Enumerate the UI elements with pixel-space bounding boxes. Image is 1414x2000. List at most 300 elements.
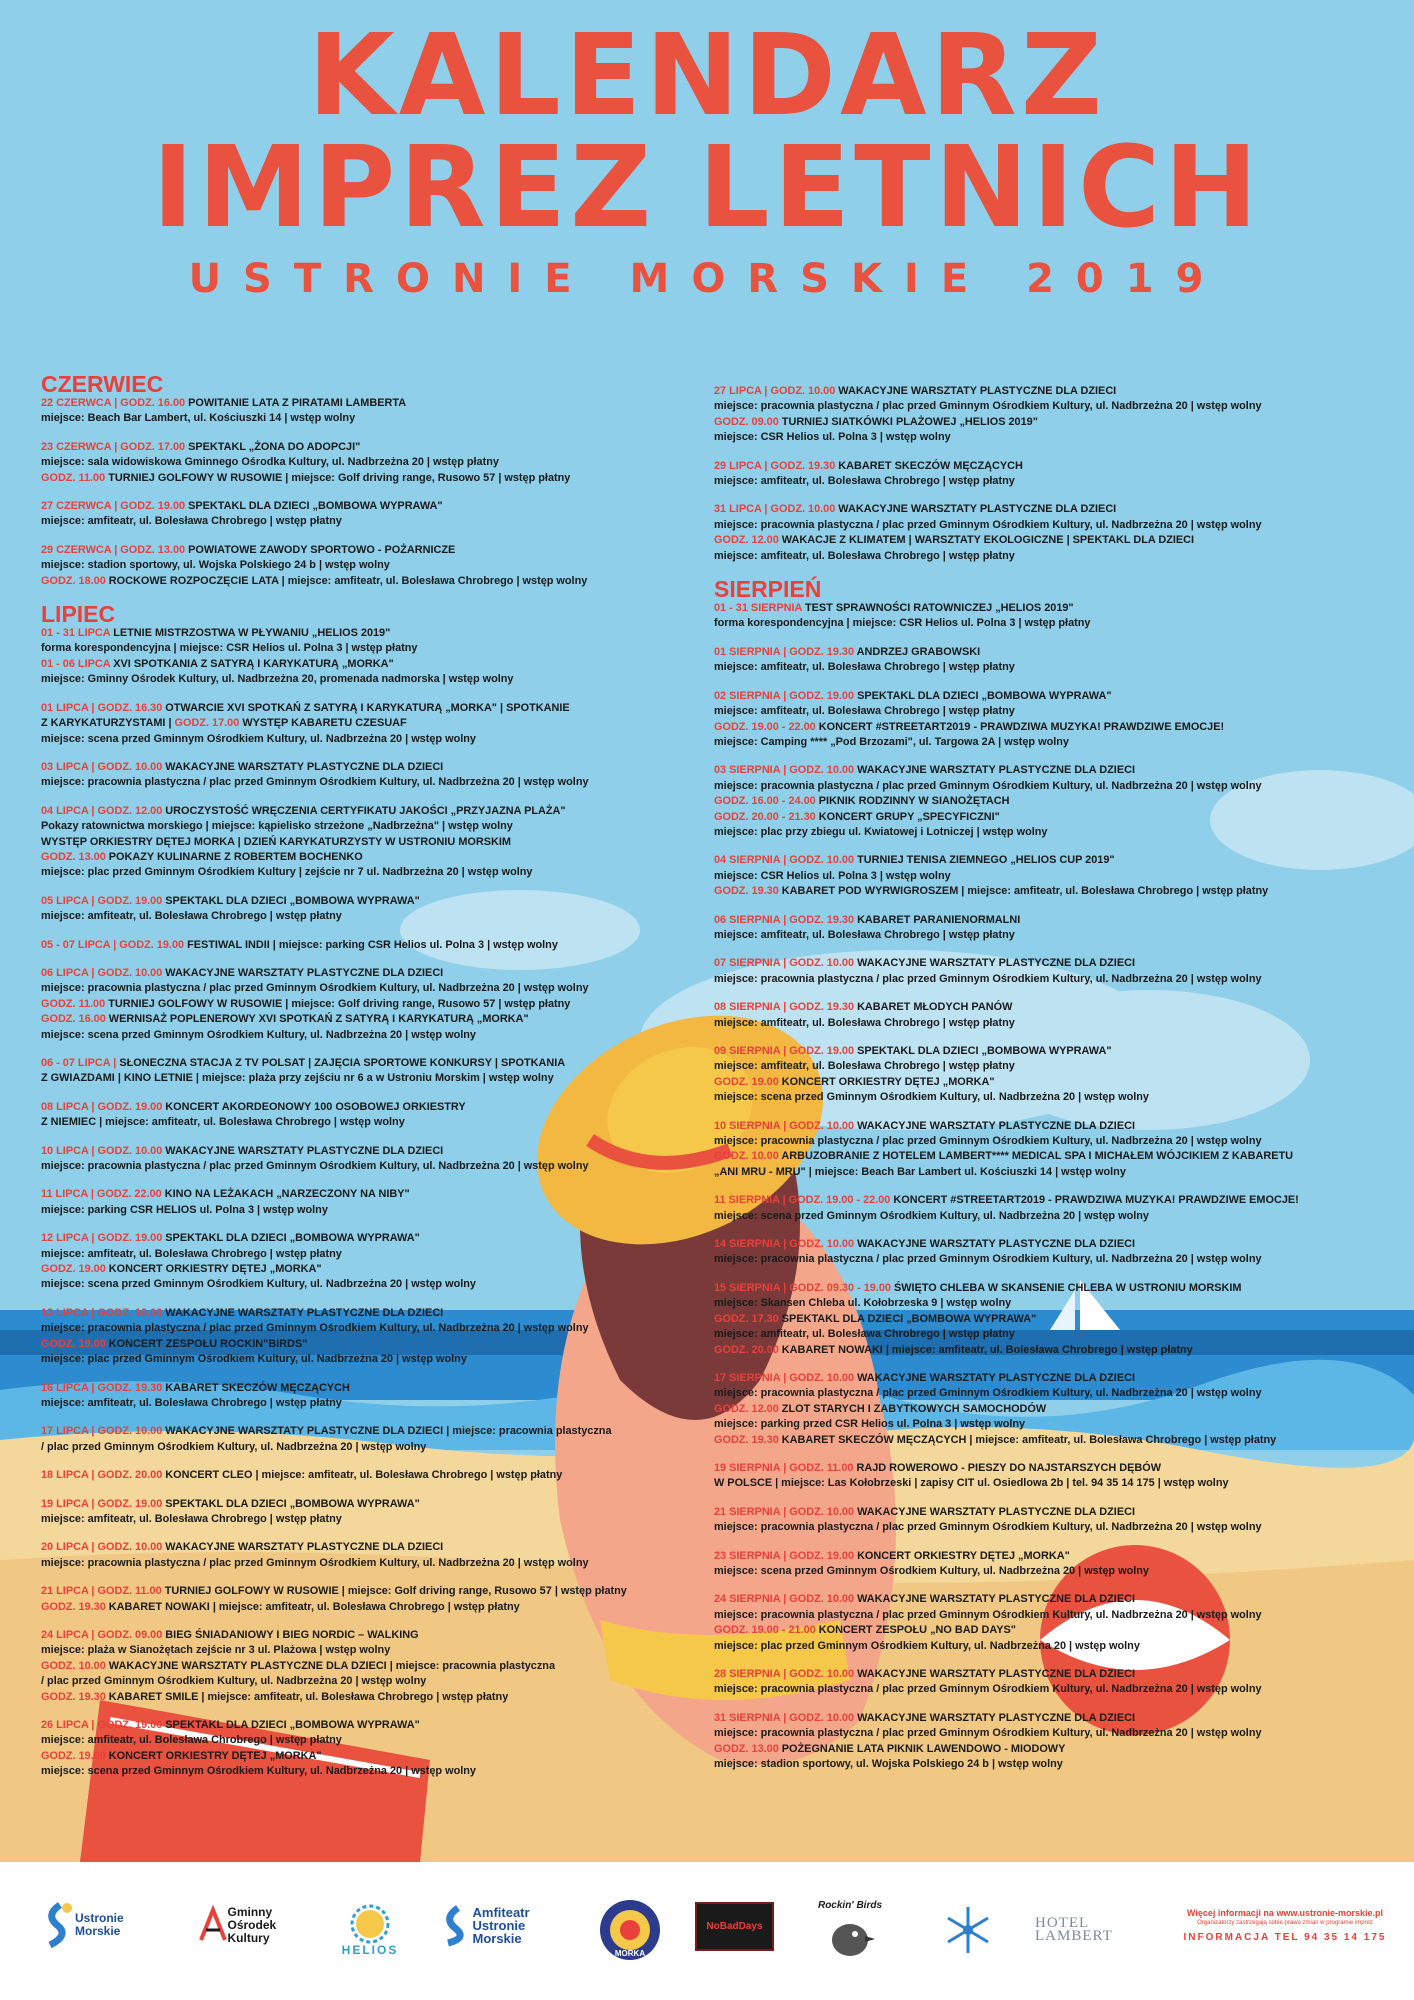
event-text: miejsce: parking CSR HELIOS ul. Polna 3 | wstęp wolny	[41, 1203, 328, 1216]
event-item	[714, 1505, 1384, 1536]
event-line	[41, 775, 701, 790]
event-item	[714, 645, 1384, 676]
event-text: KINO NA LEŻAKACH „NARZECZONY NA NIBY"	[164, 1188, 410, 1201]
event-line	[41, 574, 701, 589]
event-text: RAJD ROWEROWO - PIESZY DO NAJSTARSZYCH DĘBÓW	[856, 1461, 1162, 1474]
event-item	[41, 1306, 701, 1368]
event-item	[41, 543, 701, 589]
event-line	[41, 1440, 701, 1455]
event-line	[41, 997, 701, 1012]
event-line	[41, 1012, 701, 1027]
event-item	[714, 1592, 1384, 1654]
event-line	[41, 760, 701, 775]
event-date: GODZ. 19.00 - 22.00	[714, 720, 819, 733]
morka-orchestra-logo[interactable]: MORKA	[590, 1890, 670, 1970]
event-text: ROCKOWE ROZPOCZĘCIE LATA | miejsce: amfiteatr, ul. Bolesława Chrobrego | wstęp wolny	[108, 574, 588, 587]
event-line	[41, 1100, 701, 1115]
event-line	[714, 1327, 1384, 1342]
event-date: GODZ. 12.00	[714, 1402, 782, 1415]
bird-icon	[825, 1912, 875, 1962]
info-website[interactable]: Więcej informacji na www.ustronie-morskie.pl	[1186, 1908, 1384, 1918]
event-text: miejsce: stadion sportowy, ul. Wojska Polskiego 24 b | wstęp wolny	[41, 559, 390, 572]
month-czerwiec: CZERWIEC	[41, 371, 164, 397]
event-text: miejsce: scena przed Gminnym Ośrodkiem Kultury, ul. Nadbrzeżna 20 | wstęp wolny	[714, 1091, 1149, 1104]
event-text: miejsce: stadion sportowy, ul. Wojska Polskiego 24 b | wstęp wolny	[714, 1758, 1063, 1771]
event-item	[714, 853, 1384, 899]
event-text: SPEKTAKL DLA DZIECI „BOMBOWA WYPRAWA"	[165, 1719, 420, 1731]
event-line	[41, 455, 701, 470]
event-date: 20 LIPCA | GODZ. 10.00	[41, 1541, 166, 1554]
event-line	[714, 1520, 1384, 1535]
event-text: miejsce: plac przed Gminnym Ośrodkiem Kultury, ul. Nadbrzeżna 20 | wstęp wolny	[714, 1639, 1140, 1652]
event-text: WAKACYJNE WARSZTATY PLASTYCZNE DLA DZIECI	[838, 503, 1117, 516]
event-text: WAKACYJNE WARSZTATY PLASTYCZNE DLA DZIECI	[857, 1119, 1135, 1132]
event-item	[714, 1000, 1384, 1031]
event-text: PIKNIK RODZINNY W SIANOŻĘTACH	[818, 795, 1010, 808]
event-line	[714, 869, 1384, 884]
event-text: ZLOT STARYCH I ZABYTKOWYCH SAMOCHODÓW	[781, 1402, 1047, 1415]
event-date: 09 SIERPNIA | GODZ. 19.00	[714, 1045, 858, 1057]
event-line	[41, 1028, 701, 1043]
event-line	[714, 1281, 1384, 1296]
event-text: miejsce: plac przy zbiegu ul. Kwiatowej i Lotniczej | wstęp wolny	[714, 825, 1048, 838]
event-line	[41, 396, 701, 411]
event-text: miejsce: amfiteatr, ul. Bolesława Chrobrego | wstęp płatny	[714, 928, 1015, 941]
event-line	[41, 701, 701, 716]
event-text: WAKACYJNE WARSZTATY PLASTYCZNE DLA DZIECI	[857, 1371, 1135, 1384]
event-line	[41, 558, 701, 573]
event-line	[41, 1306, 701, 1321]
event-text: WAKACYJNE WARSZTATY PLASTYCZNE DLA DZIECI	[857, 1505, 1135, 1518]
event-date: 27 CZERWCA | GODZ. 19.00	[41, 500, 189, 513]
event-text: miejsce: amfiteatr, ul. Bolesława Chrobrego | wstęp płatny	[41, 910, 342, 923]
subtitle: USTRONIE MORSKIE 2019	[188, 256, 1226, 302]
event-text: miejsce: CSR Helios ul. Polna 3 | wstęp wolny	[714, 431, 951, 444]
amfiteatr-logo-icon	[443, 1903, 473, 1947]
nobaddays-logo[interactable]: NoBadDays	[695, 1902, 774, 1951]
event-date: GODZ. 12.00	[714, 534, 782, 547]
right-column	[714, 384, 1384, 1785]
event-date: 12 LIPCA | GODZ. 19.00	[41, 1232, 166, 1245]
event-line	[714, 1252, 1384, 1267]
event-item	[714, 1461, 1384, 1492]
event-line	[41, 499, 701, 514]
event-line	[41, 641, 701, 656]
hotel-lambert-logo[interactable]: HOTEL LAMBERT	[1035, 1915, 1113, 1944]
event-line	[714, 1505, 1384, 1520]
event-text: KABARET SMILE | miejsce: amfiteatr, ul. Bolesława Chrobrego | wstęp płatny	[108, 1690, 509, 1703]
event-date: 13 LIPCA | GODZ. 10.00	[41, 1306, 166, 1319]
info-phone: INFORMACJA TEL 94 35 14 175	[1183, 1932, 1387, 1943]
event-line	[714, 1476, 1384, 1491]
event-text: WAKACYJNE WARSZTATY PLASTYCZNE DLA DZIECI	[857, 1668, 1135, 1680]
event-text: miejsce: amfiteatr, ul. Bolesława Chrobrego | wstęp płatny	[714, 549, 1015, 562]
event-line	[714, 1711, 1384, 1726]
event-date: GODZ. 13.00	[41, 850, 109, 863]
event-date: GODZ. 19.30	[714, 885, 782, 898]
event-text: miejsce: scena przed Gminnym Ośrodkiem Kultury, ul. Nadbrzeżna 20 | wstęp wolny	[714, 1209, 1149, 1222]
event-text: miejsce: pracownia plastyczna / plac przed Gminnym Ośrodkiem Kultury, ul. Nadbrzeżna 20 | wstęp wolny	[714, 1521, 1262, 1534]
event-text: KONCERT #STREETART2019 - PRAWDZIWA MUZYKA! PRAWDZIWE EMOCJE!	[818, 720, 1225, 733]
event-line	[714, 415, 1384, 430]
event-text: WAKACYJNE WARSZTATY PLASTYCZNE DLA DZIECI	[857, 1711, 1135, 1724]
event-text: POWIATOWE ZAWODY SPORTOWO - POŻARNICZE	[188, 543, 456, 556]
event-line	[41, 411, 701, 426]
event-line	[41, 1277, 701, 1292]
event-line	[714, 399, 1384, 414]
event-text: KABARET POD WYRWIGROSZEM | miejsce: amfiteatr, ul. Bolesława Chrobrego | wstęp płatny	[781, 885, 1269, 898]
event-text: miejsce: plac przed Gminnym Ośrodkiem Kultury | zejście nr 7 ul. Nadbrzeżna 20 | wstęp wolny	[41, 866, 533, 879]
event-line	[41, 1247, 701, 1262]
event-text: KABARET SKECZÓW MĘCZĄCYCH	[838, 459, 1023, 472]
event-line	[714, 1059, 1384, 1074]
event-item	[41, 626, 701, 688]
event-line	[41, 894, 701, 909]
event-text: TURNIEJ SIATKÓWKI PLAŻOWEJ „HELIOS 2019"	[781, 415, 1038, 428]
event-text: SPEKTAKL DLA DZIECI „BOMBOWA WYPRAWA"	[165, 894, 420, 907]
event-text: SPEKTAKL DLA DZIECI „BOMBOWA WYPRAWA"	[857, 689, 1112, 702]
event-date: GODZ. 20.00 - 21.30	[714, 810, 819, 823]
event-date: 17 SIERPNIA | GODZ. 10.00	[714, 1371, 858, 1384]
event-item	[41, 760, 701, 791]
amfiteatr-logo[interactable]: Amfiteatr Ustronie Morskie	[435, 1890, 575, 1960]
event-item	[714, 763, 1384, 840]
event-line	[41, 1584, 701, 1599]
event-text: miejsce: pracownia plastyczna / plac przed Gminnym Ośrodkiem Kultury, ul. Nadbrzeżna 20 | wstęp wolny	[714, 1135, 1262, 1148]
event-text: WAKACYJNE WARSZTATY PLASTYCZNE DLA DZIECI	[165, 1144, 444, 1157]
event-line	[41, 1203, 701, 1218]
event-line	[714, 1742, 1384, 1757]
event-line	[41, 1764, 701, 1779]
event-text: POWITANIE LATA Z PIRATAMI LAMBERTA	[188, 397, 407, 409]
helios-logo[interactable]: HELIOS	[320, 1890, 420, 1970]
event-item	[41, 1187, 701, 1218]
event-item	[714, 913, 1384, 944]
event-item	[714, 1281, 1384, 1358]
event-line	[41, 1424, 701, 1439]
events-czerwiec	[41, 396, 701, 589]
event-text: miejsce: parking przed CSR Helios ul. Polna 3 | wstęp wolny	[714, 1418, 1026, 1431]
event-line	[41, 865, 701, 880]
event-date: 24 SIERPNIA | GODZ. 10.00	[714, 1593, 858, 1606]
event-text: miejsce: pracownia plastyczna / plac przed Gminnym Ośrodkiem Kultury, ul. Nadbrzeżna 20 | wstęp wolny	[714, 400, 1262, 413]
event-line	[714, 518, 1384, 533]
event-date: 11 LIPCA | GODZ. 22.00	[41, 1188, 165, 1201]
event-line	[714, 616, 1384, 631]
event-text: WAKACYJNE WARSZTATY PLASTYCZNE DLA DZIECI	[165, 1541, 444, 1554]
event-item	[41, 499, 701, 530]
event-date: 04 LIPCA | GODZ. 12.00	[41, 804, 166, 817]
event-date: 17 LIPCA | GODZ. 10.00	[41, 1425, 166, 1438]
event-date: 07 SIERPNIA | GODZ. 10.00	[714, 957, 858, 970]
event-item	[41, 1100, 701, 1131]
helios-logo-icon	[350, 1904, 390, 1944]
event-line	[714, 763, 1384, 778]
event-line	[41, 1337, 701, 1352]
event-text: KONCERT #STREETART2019 - PRAWDZIWA MUZYKA! PRAWDZIWE EMOCJE!	[893, 1194, 1299, 1207]
event-line	[41, 1690, 701, 1705]
gok-logo[interactable]: Gminny Ośrodek Kultury	[185, 1890, 320, 1960]
events-sierpien	[714, 601, 1384, 1772]
event-line	[41, 1321, 701, 1336]
event-line	[41, 440, 701, 455]
events-lipiec	[41, 626, 701, 1780]
event-text: WERNISAŻ POPLENEROWY XVI SPOTKAŃ Z SATYRĄ I KARYKATURĄ „MORKA"	[108, 1013, 529, 1026]
event-line	[714, 956, 1384, 971]
event-line	[41, 626, 701, 641]
event-text: Z NIEMIEC | miejsce: amfiteatr, ul. Bolesława Chrobrego | wstęp wolny	[41, 1116, 405, 1129]
event-date: GODZ. 19.00	[41, 1263, 109, 1276]
event-line	[714, 1165, 1384, 1180]
event-line	[714, 1564, 1384, 1579]
event-item	[41, 1056, 701, 1087]
event-text: KONCERT ZESPOŁU „NO BAD DAYS"	[818, 1624, 1016, 1637]
event-date: 31 LIPCA | GODZ. 10.00	[714, 503, 839, 516]
event-date: 11 SIERPNIA | GODZ. 19.00 - 22.00	[714, 1194, 894, 1207]
event-text: miejsce: amfiteatr, ul. Bolesława Chrobrego | wstęp płatny	[714, 1328, 1015, 1341]
event-text: XVI SPOTKANIA Z SATYRĄ I KARYKATURĄ „MORKA"	[113, 657, 394, 670]
event-item	[714, 1371, 1384, 1448]
event-line	[714, 1386, 1384, 1401]
event-text: miejsce: sala widowiskowa Gminnego Ośrodka Kultury, ul. Nadbrzeżna 20 | wstęp płatny	[41, 456, 499, 469]
event-text: miejsce: Skansen Chleba ul. Kołobrzeska 9 | wstęp wolny	[714, 1297, 1012, 1310]
event-text: miejsce: pracownia plastyczna / plac przed Gminnym Ośrodkiem Kultury, ul. Nadbrzeżna 20 | wstęp wolny	[41, 1322, 589, 1335]
event-item	[714, 1667, 1384, 1698]
event-text: miejsce: pracownia plastyczna / plac przed Gminnym Ośrodkiem Kultury, ul. Nadbrzeżna 20 | wstęp wolny	[41, 776, 589, 789]
event-date: 23 CZERWCA | GODZ. 17.00	[41, 440, 189, 453]
event-date: 27 LIPCA | GODZ. 10.00	[714, 385, 839, 397]
event-item	[714, 1711, 1384, 1773]
event-text: KABARET NOWAKI | miejsce: amfiteatr, ul. Bolesława Chrobrego | wstęp płatny	[781, 1343, 1193, 1356]
event-text: TURNIEJ GOLFOWY W RUSOWIE | miejsce: Golf driving range, Rusowo 57 | wstęp płatny	[108, 997, 571, 1010]
event-text: SPEKTAKL DLA DZIECI „BOMBOWA WYPRAWA"	[781, 1312, 1037, 1325]
event-line	[41, 850, 701, 865]
event-date: 19 SIERPNIA | GODZ. 11.00	[714, 1461, 857, 1474]
event-line	[41, 471, 701, 486]
event-item	[714, 1237, 1384, 1268]
event-line	[714, 1296, 1384, 1311]
event-line	[41, 938, 701, 953]
event-text: miejsce: pracownia plastyczna / plac przed Gminnym Ośrodkiem Kultury, ul. Nadbrzeżna 20 | wstęp wolny	[714, 779, 1262, 792]
event-text: POKAZY KULINARNE Z ROBERTEM BOCHENKO	[108, 850, 363, 863]
event-line	[714, 884, 1384, 899]
event-line	[41, 1674, 701, 1689]
event-date: 03 SIERPNIA | GODZ. 10.00	[714, 764, 858, 777]
event-text: miejsce: scena przed Gminnym Ośrodkiem Kultury, ul. Nadbrzeżna 20 | wstęp wolny	[41, 1028, 476, 1041]
event-line	[714, 1726, 1384, 1741]
snowflake-icon	[943, 1905, 993, 1955]
event-date: 08 LIPCA | GODZ. 19.00	[41, 1100, 166, 1113]
event-line	[714, 1417, 1384, 1432]
event-line	[41, 1497, 701, 1512]
event-text: ŚWIĘTO CHLEBA W SKANSENIE CHLEBA W USTRONIU MORSKIM	[894, 1281, 1242, 1294]
event-text: miejsce: scena przed Gminnym Ośrodkiem Kultury, ul. Nadbrzeżna 20 | wstęp wolny	[41, 1765, 476, 1778]
event-text: miejsce: pracownia plastyczna / plac przed Gminnym Ośrodkiem Kultury, ul. Nadbrzeżna 20 | wstęp wolny	[41, 982, 589, 995]
event-line	[41, 716, 701, 731]
event-date: GODZ. 19.00	[714, 1075, 782, 1088]
snowflake-logo[interactable]	[930, 1890, 1005, 1970]
event-line	[714, 794, 1384, 809]
event-line	[714, 1433, 1384, 1448]
event-text: TURNIEJ TENISA ZIEMNEGO „HELIOS CUP 2019"	[857, 854, 1115, 867]
event-item	[41, 1718, 701, 1780]
event-date: 10 LIPCA | GODZ. 10.00	[41, 1144, 166, 1157]
event-text: WAKACYJNE WARSZTATY PLASTYCZNE DLA DZIECI	[857, 957, 1135, 970]
event-date: GODZ. 16.00 - 24.00	[714, 795, 819, 808]
event-text: KONCERT ZESPOŁU ROCKIN"BIRDS"	[108, 1337, 308, 1350]
event-item	[41, 1497, 701, 1528]
event-line	[41, 1749, 701, 1764]
event-date: GODZ. 20.00	[714, 1343, 782, 1356]
event-date: 08 SIERPNIA | GODZ. 19.30	[714, 1001, 858, 1014]
event-date: 06 SIERPNIA | GODZ. 19.30	[714, 913, 858, 926]
event-line	[714, 1623, 1384, 1638]
event-item	[41, 966, 701, 1043]
event-date: GODZ. 16.00	[41, 1013, 109, 1026]
event-text: BIEG ŚNIADANIOWY I BIEG NORDIC – WALKING	[165, 1628, 419, 1641]
event-item	[41, 1584, 701, 1615]
rockin-birds-logo[interactable]: Rockin' Birds	[805, 1890, 895, 1970]
event-line	[41, 1540, 701, 1555]
event-date: 06 - 07 LIPCA |	[41, 1057, 120, 1069]
event-date: 01 SIERPNIA | GODZ. 19.30	[714, 645, 857, 658]
event-text: TURNIEJ GOLFOWY W RUSOWIE | miejsce: Golf driving range, Rusowo 57 | wstęp płatny	[164, 1585, 627, 1598]
ustronie-morskie-logo[interactable]: Ustronie Morskie	[40, 1890, 150, 1960]
event-date: 01 - 06 LIPCA	[41, 657, 114, 670]
event-date: 03 LIPCA | GODZ. 10.00	[41, 760, 166, 773]
event-line	[714, 972, 1384, 987]
event-line	[714, 502, 1384, 517]
event-text: miejsce: amfiteatr, ul. Bolesława Chrobrego | wstęp płatny	[714, 661, 1015, 674]
event-date: 28 SIERPNIA | GODZ. 10.00	[714, 1668, 858, 1680]
event-item	[41, 1540, 701, 1571]
event-date: GODZ. 19.00	[41, 1337, 109, 1350]
event-date: 31 SIERPNIA | GODZ. 10.00	[714, 1711, 858, 1724]
event-line	[714, 1209, 1384, 1224]
event-item	[41, 701, 701, 747]
event-line	[714, 1075, 1384, 1090]
title-line-2: IMPREZ LETNICH	[152, 123, 1262, 253]
event-text: KONCERT ORKIESTRY DĘTEJ „MORKA"	[108, 1263, 322, 1276]
event-item	[714, 689, 1384, 751]
event-line	[714, 928, 1384, 943]
event-text: miejsce: CSR Helios ul. Polna 3 | wstęp wolny	[714, 869, 951, 882]
event-text: Pokazy ratownictwa morskiego | miejsce: kąpielisko strzeżone „Nadbrzeżna" | wstęp wolny	[41, 820, 513, 833]
event-date: 10 SIERPNIA | GODZ. 10.00	[714, 1119, 858, 1132]
event-text: SPEKTAKL DLA DZIECI „BOMBOWA WYPRAWA"	[165, 1497, 420, 1510]
event-line	[714, 735, 1384, 750]
event-text: miejsce: amfiteatr, ul. Bolesława Chrobrego | wstęp płatny	[41, 1734, 342, 1747]
event-item	[41, 1628, 701, 1705]
event-text: KONCERT ORKIESTRY DĘTEJ „MORKA"	[781, 1075, 995, 1088]
info-disclaimer: Organizatorzy zastrzegają sobie prawo zmian w programie imprez	[1197, 1920, 1373, 1926]
event-text: miejsce: Beach Bar Lambert, ul. Kościuszki 14 | wstęp wolny	[41, 412, 356, 425]
event-date: 21 LIPCA | GODZ. 11.00	[41, 1585, 165, 1598]
event-item	[41, 894, 701, 925]
event-text: miejsce: pracownia plastyczna / plac przed Gminnym Ośrodkiem Kultury, ul. Nadbrzeżna 20 | wstęp wolny	[714, 1608, 1262, 1621]
event-line	[41, 1718, 701, 1733]
event-line	[714, 1090, 1384, 1105]
event-line	[714, 1343, 1384, 1358]
event-text: WAKACYJNE WARSZTATY PLASTYCZNE DLA DZIECI	[165, 1306, 444, 1319]
event-text: miejsce: pracownia plastyczna / plac przed Gminnym Ośrodkiem Kultury, ul. Nadbrzeżna 20 | wstęp wolny	[714, 1727, 1262, 1740]
event-text: forma korespondencyjna | miejsce: CSR Helios ul. Polna 3 | wstęp płatny	[714, 617, 1091, 630]
event-line	[714, 1549, 1384, 1564]
event-line	[714, 1000, 1384, 1015]
event-item	[714, 1044, 1384, 1106]
event-item	[714, 1193, 1384, 1224]
event-text: / plac przed Gminnym Ośrodkiem Kultury, ul. Nadbrzeżna 20 | wstęp wolny	[41, 1440, 427, 1453]
event-line	[41, 1556, 701, 1571]
event-line	[41, 1056, 701, 1071]
event-line	[714, 1237, 1384, 1252]
event-date: GODZ. 17.30	[714, 1312, 782, 1325]
event-text: WAKACYJNE WARSZTATY PLASTYCZNE DLA DZIECI | miejsce: pracownia plastyczna	[165, 1425, 612, 1438]
event-line	[714, 1193, 1384, 1208]
event-text: KONCERT GRUPY „SPECYFICZNI"	[818, 810, 1000, 823]
event-line	[41, 835, 701, 850]
event-line	[714, 645, 1384, 660]
event-line	[714, 430, 1384, 445]
event-text: KONCERT CLEO | miejsce: amfiteatr, ul. Bolesława Chrobrego | wstęp płatny	[165, 1469, 563, 1482]
event-date: 05 - 07 LIPCA | GODZ. 19.00	[41, 938, 188, 951]
event-line	[714, 825, 1384, 840]
event-text: WAKACYJNE WARSZTATY PLASTYCZNE DLA DZIECI	[165, 760, 444, 773]
event-line	[41, 1231, 701, 1246]
event-date: 22 CZERWCA | GODZ. 16.00	[41, 397, 189, 409]
event-date: 01 - 31 LIPCA	[41, 627, 114, 640]
event-date: GODZ. 19.00	[41, 1749, 109, 1762]
event-text: miejsce: pracownia plastyczna / plac przed Gminnym Ośrodkiem Kultury, ul. Nadbrzeżna 20 | wstęp wolny	[714, 1683, 1262, 1696]
event-line	[714, 1682, 1384, 1697]
event-line	[714, 474, 1384, 489]
event-item	[41, 804, 701, 881]
event-line	[41, 1115, 701, 1130]
event-line	[714, 810, 1384, 825]
event-text: miejsce: amfiteatr, ul. Bolesława Chrobrego | wstęp płatny	[41, 515, 342, 528]
event-date: GODZ. 10.00	[41, 1659, 109, 1672]
event-item	[714, 601, 1384, 632]
event-line	[714, 1461, 1384, 1476]
event-text: miejsce: Gminny Ośrodek Kultury, ul. Nadbrzeżna 20, promenada nadmorska | wstęp wolny	[41, 673, 514, 686]
event-line	[41, 1144, 701, 1159]
event-line	[41, 966, 701, 981]
event-line	[714, 1134, 1384, 1149]
event-line	[714, 1149, 1384, 1164]
event-date: 15 SIERPNIA | GODZ. 09.30 - 19.00	[714, 1281, 894, 1294]
event-text: miejsce: amfiteatr, ul. Bolesława Chrobrego | wstęp płatny	[714, 1016, 1015, 1029]
event-text: LETNIE MISTRZOSTWA W PŁYWANIU „HELIOS 2019"	[113, 627, 391, 640]
event-text: SPEKTAKL DLA DZIECI „BOMBOWA WYPRAWA"	[165, 1232, 420, 1245]
event-text: TEST SPRAWNOŚCI RATOWNICZEJ „HELIOS 2019"	[805, 602, 1074, 615]
event-line	[41, 1600, 701, 1615]
event-line	[714, 1667, 1384, 1682]
event-date: 18 LIPCA | GODZ. 20.00	[41, 1469, 166, 1482]
event-text: SPEKTAKL DLA DZIECI „BOMBOWA WYPRAWA"	[188, 500, 443, 513]
event-text: WAKACYJNE WARSZTATY PLASTYCZNE DLA DZIECI	[857, 1593, 1135, 1606]
event-text: WAKACYJNE WARSZTATY PLASTYCZNE DLA DZIECI	[838, 385, 1117, 397]
event-text: WAKACYJNE WARSZTATY PLASTYCZNE DLA DZIECI	[857, 1238, 1135, 1251]
event-date: GODZ. 11.00	[41, 997, 109, 1010]
event-line	[714, 533, 1384, 548]
event-text: miejsce: scena przed Gminnym Ośrodkiem Kultury, ul. Nadbrzeżna 20 | wstęp wolny	[41, 732, 476, 745]
event-text: KABARET SKECZÓW MĘCZĄCYCH	[165, 1381, 350, 1394]
event-text: miejsce: scena przed Gminnym Ośrodkiem Kultury, ul. Nadbrzeżna 20 | wstęp wolny	[714, 1564, 1149, 1577]
event-text: OTWARCIE XVI SPOTKAŃ Z SATYRĄ I KARYKATURĄ „MORKA" | SPOTKANIE	[165, 701, 570, 714]
event-date: 06 LIPCA | GODZ. 10.00	[41, 966, 166, 979]
event-line	[714, 1639, 1384, 1654]
event-line	[41, 1628, 701, 1643]
